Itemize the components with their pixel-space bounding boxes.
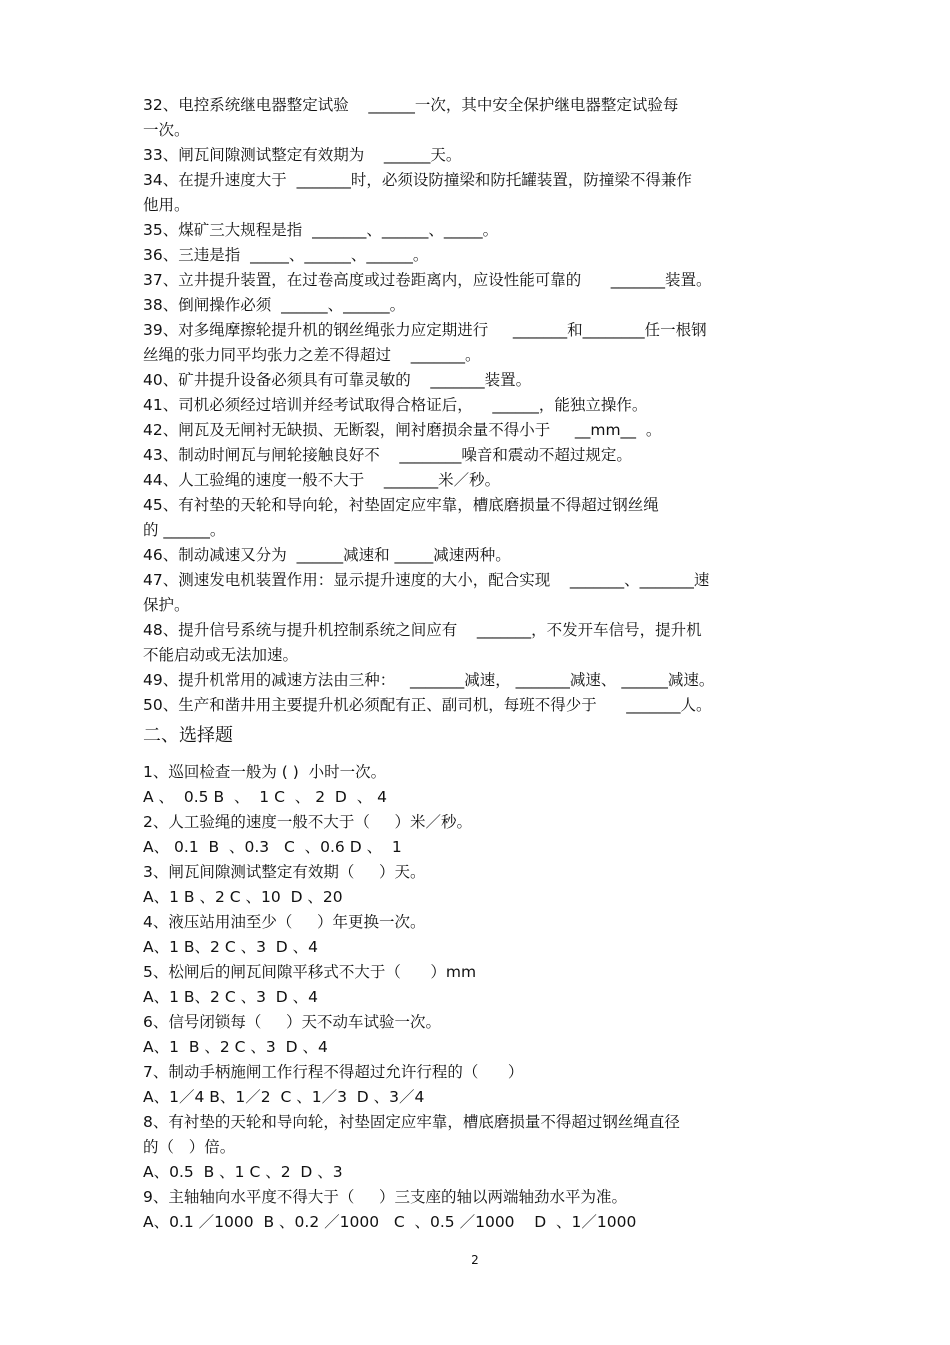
fill-in-blank-section [143,93,823,718]
question-32-line-2: 一次。 [143,121,190,139]
question-42: 42、闸瓦及无闸衬无缺损、无断裂，闸衬磨损余量不得小于 __mm__ 。 [143,421,662,439]
question-34-line-2: 他用。 [143,196,190,214]
choice-question-7: 7、制动手柄施闸工作行程不得超过允许行程的（ ） [143,1063,524,1081]
multiple-choice-section [143,760,823,1235]
question-33: 33、闸瓦间隙测试整定有效期为 ______天。 [143,146,462,164]
question-45-line-1: 45、有衬垫的天轮和导向轮，衬垫固定应牢靠，槽底磨损量不得超过钢丝绳 [143,496,659,514]
question-36: 36、三违是指 _____、______、______。 [143,246,429,264]
choice-question-9: 9、主轴轴向水平度不得大于（ ）三支座的轴以两端轴劲水平为准。 [143,1188,627,1206]
choice-options-1: A 、 0.5 B 、 1 C 、 2 D 、 4 [143,788,387,806]
question-35: 35、煤矿三大规程是指 _______、______、_____。 [143,221,499,239]
question-50: 50、生产和凿井用主要提升机必须配有正、副司机，每班不得少于 _______人。 [143,696,712,714]
page-number: 2 [471,1253,479,1267]
question-48-line-2: 不能启动或无法加速。 [143,646,299,664]
question-47-line-1: 47、测速发电机装置作用：显示提升速度的大小，配合实现 _______、_______速 [143,571,710,589]
question-46: 46、制动减速又分为 ______减速和 _____减速两种。 [143,546,511,564]
choice-options-3: A、1 B 、2 C 、10 D 、20 [143,888,343,906]
choice-question-6: 6、信号闭锁每（ ）天不动车试验一次。 [143,1013,441,1031]
choice-question-4: 4、液压站用油至少（ ）年更换一次。 [143,913,426,931]
question-43: 43、制动时闸瓦与闸轮接触良好不 ________噪音和震动不超过规定。 [143,446,632,464]
question-40: 40、矿井提升设备必须具有可靠灵敏的 _______装置。 [143,371,532,389]
choice-question-8-line-2: 的（ ）倍。 [143,1138,236,1156]
question-49: 49、提升机常用的减速方法由三种： _______减速， _______减速、 ______减速。 [143,671,715,689]
question-41: 41、司机必须经过培训并经考试取得合格证后， ______，能独立操作。 [143,396,648,414]
choice-options-2: A、 0.1 B 、0.3 C 、0.6 D 、 1 [143,838,402,856]
choice-question-1: 1、巡回检查一般为 ( ) 小时一次。 [143,763,387,781]
choice-options-9: A、0.1 ／1000 B 、0.2 ／1000 C 、0.5 ／1000 D 、1／1000 [143,1213,637,1231]
question-44: 44、人工验绳的速度一般不大于 _______米／秒。 [143,471,501,489]
section-heading: 二、选择题 [143,725,233,746]
choice-question-2: 2、人工验绳的速度一般不大于（ ）米／秒。 [143,813,472,831]
choice-options-8: A、0.5 B 、1 C 、2 D 、3 [143,1163,343,1181]
question-34-line-1: 34、在提升速度大于 _______时，必须设防撞梁和防托罐装置，防撞梁不得兼作 [143,171,692,189]
question-37: 37、立井提升装置，在过卷高度或过卷距离内，应设性能可靠的 _______装置。 [143,271,712,289]
choice-options-7: A、1／4 B、1／2 C 、1／3 D 、3／4 [143,1088,425,1106]
question-47-line-2: 保护。 [143,596,190,614]
choice-options-6: A、1 B 、2 C 、3 D 、4 [143,1038,328,1056]
choice-options-4: A、1 B、2 C 、3 D 、4 [143,938,319,956]
page-content [143,93,823,1235]
choice-question-5: 5、松闸后的闸瓦间隙平移式不大于（ ）mm [143,963,477,981]
question-45-line-2: 的 ______。 [143,521,226,539]
choice-options-5: A、1 B、2 C 、3 D 、4 [143,988,319,1006]
choice-question-8-line-1: 8、有衬垫的天轮和导向轮，衬垫固定应牢靠，槽底磨损量不得超过钢丝绳直径 [143,1113,680,1131]
choice-question-3: 3、闸瓦间隙测试整定有效期（ ）天。 [143,863,426,881]
question-48-line-1: 48、提升信号系统与提升机控制系统之间应有 _______，不发开车信号，提升机 [143,621,702,639]
question-39-line-2: 丝绳的张力同平均张力之差不得超过 _______。 [143,346,481,364]
question-32-line-1: 32、电控系统继电器整定试验 ______一次，其中安全保护继电器整定试验每 [143,96,679,114]
question-38: 38、倒闸操作必须 ______、______。 [143,296,406,314]
question-39-line-1: 39、对多绳摩擦轮提升机的钢丝绳张力应定期进行 _______和________任一根钢 [143,321,707,339]
